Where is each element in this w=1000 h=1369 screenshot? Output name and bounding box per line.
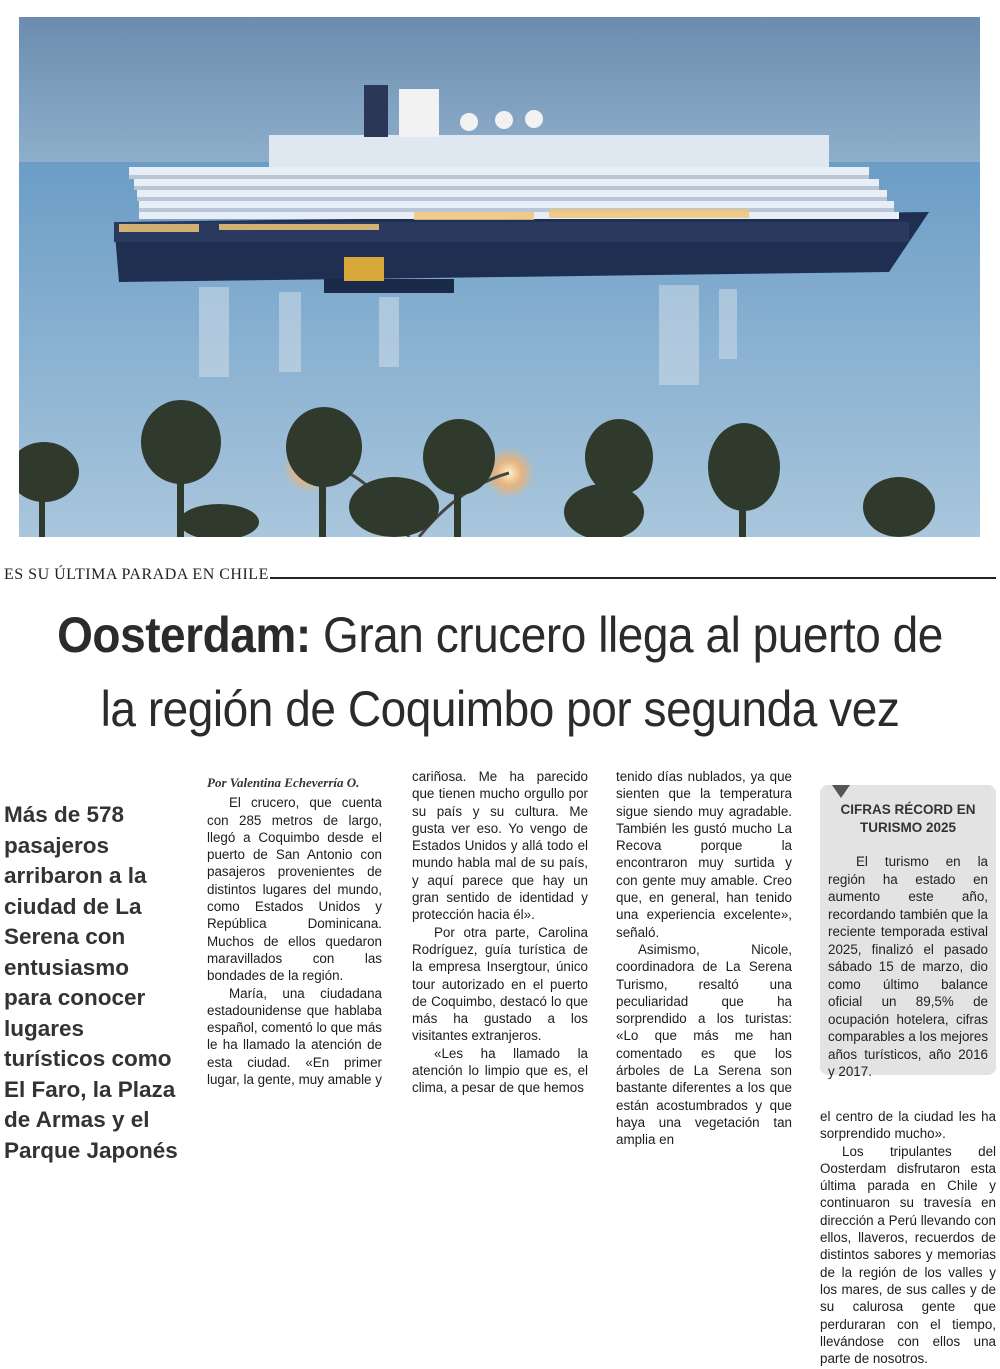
cruise-ship-photo	[19, 17, 980, 537]
paragraph: cariñosa. Me ha parecido que tienen mucho orgullo por su país y su cultura. Me gusta ver eso. Yo vengo de Estados Unidos y allá todo el mundo habla mal de su país, y aquí parece que hay un gran sentido de identidad y protección hacia él».	[412, 769, 588, 923]
headline	[40, 598, 960, 746]
deck: Más de 578 pasajeros arribaron a la ciudad de La Serena con entusiasmo para conocer lugares turísticos como El Faro, la Plaza de Armas y el Parque Japonés	[4, 802, 178, 1163]
article-column-4	[820, 1108, 996, 1367]
paragraph: María, una ciudadana estadounidense que hablaba español, comentó lo que más le ha llamado la atención de esta ciudad. «En primer lugar, la gente, muy amable y	[207, 985, 382, 1088]
sidebar-body: El turismo en la región ha estado en aumento este año, recordando también que la reciente temporada estival 2025, finalizó el pasado sábado 15 de marzo, dio como último balance oficial un 89,5% de ocupación hotelera, cifras comparables a los mejores años turísticos, año 2016 y 2017.	[828, 854, 989, 1079]
byline: Por Valentina Echeverría O.	[207, 775, 360, 790]
paragraph: El crucero, que cuenta con 285 metros de largo, llegó a Coquimbo desde el puerto de San Antonio con pasajeros provenientes de distintos lugares del mundo, como Estados Unidos y República Dominicana. Muchos de ellos quedaron maravillados con las bondades de la región.	[207, 795, 382, 984]
sidebar-title: CIFRAS RÉCORD EN TURISMO 2025	[840, 802, 976, 835]
paragraph: «Les ha llamado la atención lo limpio que es, el clima, a pesar de que hemos	[412, 1045, 588, 1096]
article-column-2	[412, 768, 588, 1097]
headline-rest: Gran crucero llega al puerto de la región de Coquimbo por segunda vez	[100, 607, 943, 737]
paragraph: Los tripulantes del Oosterdam disfrutaron esta última parada en Chile y continuaron su travesía en dirección a Perú llevando con ellos, llaveros, recuerdos de distintos sabores y memorias de la región de los valles y los mares, de sus calles y de su calurosa gente que perduraran con el tiempo, llevándose con ellos una parte de nosotros.	[820, 1143, 996, 1367]
paragraph: el centro de la ciudad les ha sorprendido mucho».	[820, 1109, 996, 1142]
paragraph: tenido días nublados, ya que sienten que la temperatura sigue siendo muy agradable. También les gustó mucho La Recova porque la encontraron muy surtida y con gente muy amable. Creo que, en general, han tenido una experiencia excelente», señaló.	[616, 769, 792, 940]
kicker	[0, 566, 996, 586]
kicker-rule	[270, 577, 996, 579]
headline-lead: Oosterdam:	[57, 607, 311, 663]
kicker-text: ES SU ÚLTIMA PARADA EN CHILE	[4, 566, 269, 583]
triangle-marker-icon	[832, 785, 850, 798]
article-column-1	[207, 774, 382, 1088]
article-column-3	[616, 768, 792, 1149]
sidebar-box	[820, 785, 996, 1079]
paragraph: Asimismo, Nicole, coordinadora de La Serena Turismo, resaltó una peculiaridad que ha sorprendido a los turistas: «Lo que más me han comentado es que los árboles de La Serena son bastante diferentes a los que están acostumbrados y que haya una vegetación tan amplia en	[616, 941, 792, 1148]
paragraph: Por otra parte, Carolina Rodríguez, guía turística de la empresa Insergtour, único tour autorizado en el puerto de Coquimbo, destacó lo que más ha gustado a los visitantes extranjeros.	[412, 924, 588, 1044]
